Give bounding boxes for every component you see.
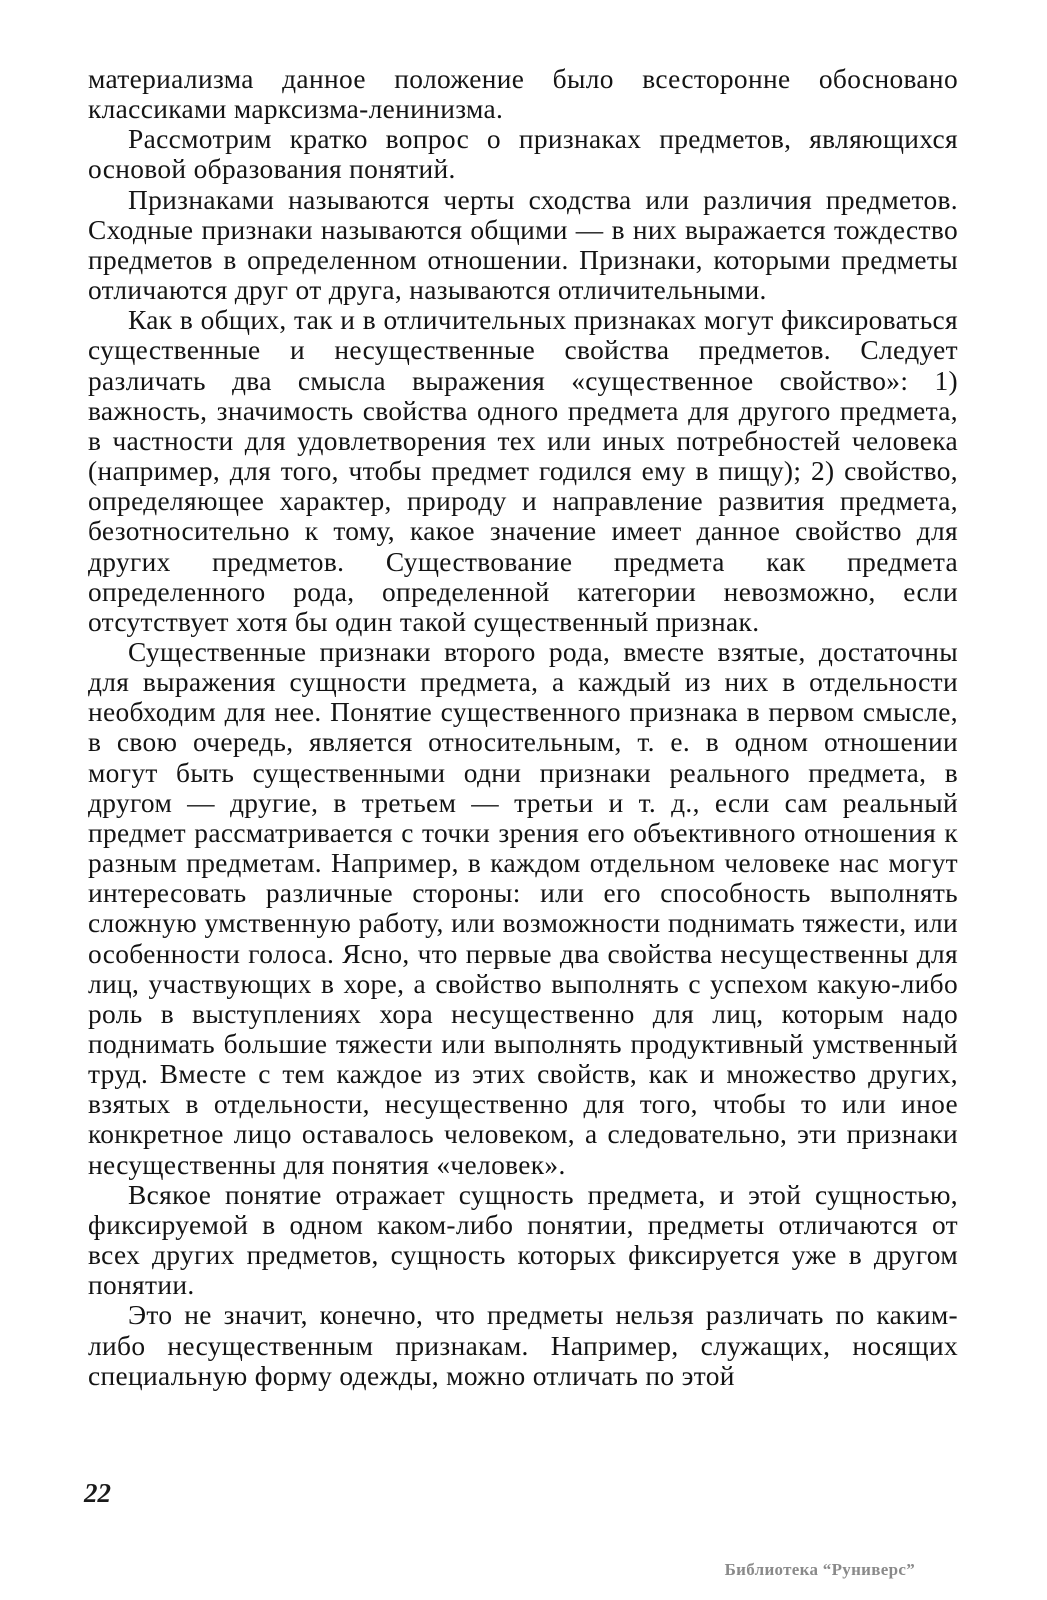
page-text [88,64,958,1391]
paragraph: Как в общих, так и в отличительных признаках могут фиксироваться существенные и несущественные свойства предметов. Следует различать два смысла выражения «существенное свойство»: 1) важность, значимость свойства одного предмета для другого предмета, в частности для удовлетворения тех или иных потребностей человека (например, для того, чтобы предмет годился ему в пищу); 2) свойство, определяющее характер, природу и направление развития предмета, безотносительно к тому, какое значение имеет данное свойство для других предметов. Существование предмета как предмета определенного рода, определенной категории невозможно, если отсутствует хотя бы один такой существенный признак. [88,305,958,637]
paragraph: Рассмотрим кратко вопрос о признаках предметов, являющихся основой образования понятий. [88,124,958,185]
paragraph: Существенные признаки второго рода, вместе взятые, достаточны для выражения сущности предмета, а каждый из них в отдельности необходим для нее. Понятие существенного признака в первом смысле, в свою очередь, является относительным, т. е. в одном отношении могут быть существенными одни признаки реального предмета, в другом — другие, в третьем — третьи и т. д., если сам реальный предмет рассматривается с точки зрения его объективного отношения к разным предметам. Например, в каждом отдельном человеке нас могут интересовать различные стороны: или его способность выполнять сложную умственную работу, или возможности поднимать тяжести, или особенности голоса. Ясно, что первые два свойства несущественны для лиц, участвующих в хоре, а свойство выполнять с успехом какую-либо роль в выступлениях хора несущественно для лиц, которым надо поднимать большие тяжести или выполнять продуктивный умственный труд. Вместе с тем каждое из этих свойств, как и множество других, взятых в отдельности, несущественно для того, чтобы то или иное конкретное лицо оставалось человеком, а следовательно, эти признаки несущественны для понятия «человек». [88,636,958,1180]
paragraph: Признаками называются черты сходства или различия предметов. Сходные признаки называются общими — в них выражается тождество предметов в определенном отношении. Признаки, которыми предметы отличаются друг от друга, называются отличительными. [88,184,958,306]
paragraph: Это не значит, конечно, что предметы нельзя различать по каким-либо несущественным признакам. Например, служащих, носящих специальную форму одежды, можно отличать по этой [88,1300,958,1391]
paragraph-continuation: материализма данное положение было всесторонне обосновано классиками марксизма-ленинизма. [88,64,958,125]
paragraph: Всякое понятие отражает сущность предмета, и этой сущностью, фиксируемой в одном каком-либо понятии, предметы отличаются от всех других предметов, сущность которых фиксируется уже в другом понятии. [88,1179,958,1301]
page-number: 22 [84,1478,111,1508]
library-watermark: Библиотека “Руниверс” [724,1560,915,1579]
